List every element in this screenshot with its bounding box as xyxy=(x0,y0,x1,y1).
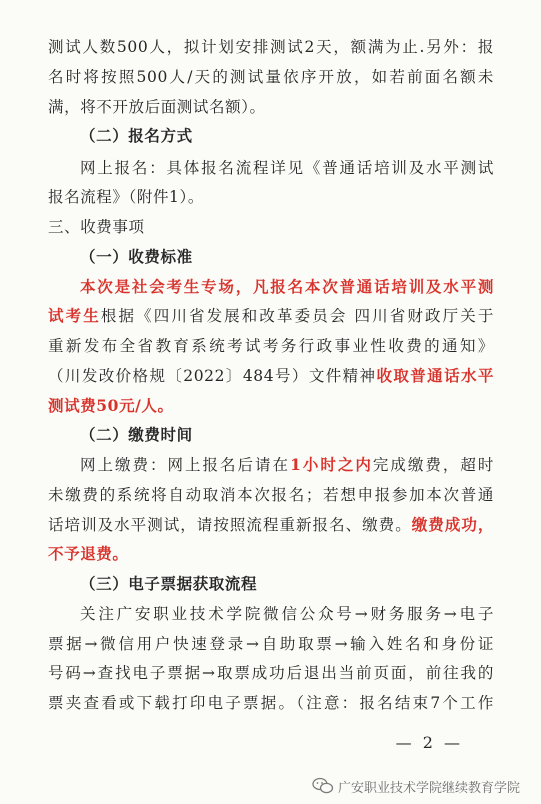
text-segment: 话培训及水平测试，请按照流程重新报名、缴费。 xyxy=(48,516,412,534)
text-segment: 网上报名：具体报名流程详见《普通话培训及水平测试 xyxy=(80,159,494,177)
text-line xyxy=(80,155,494,181)
text-segment: 三、收费事项 xyxy=(48,218,145,236)
text-segment: （三）电子票据获取流程 xyxy=(80,574,258,593)
text-segment: 票夹查看或下载打印电子票据。（注意：报名结束7个工作 xyxy=(48,694,494,712)
text-line xyxy=(48,64,494,90)
text-segment: 测试人数500人，拟计划安排测试2天，额满为止.另外：报 xyxy=(48,38,494,56)
text-segment: 不予退费。 xyxy=(48,544,129,563)
text-line xyxy=(48,541,494,567)
text-segment: 网上缴费：网上报名后请在 xyxy=(80,456,291,474)
text-line xyxy=(80,422,494,448)
text-line xyxy=(48,333,494,359)
text-segment: 重新发布全省教育系统考试考务行政事业性收费的通知》 xyxy=(48,337,494,355)
text-segment: （二）报名方式 xyxy=(80,126,193,145)
text-line xyxy=(48,660,494,686)
text-line xyxy=(48,214,494,240)
text-line xyxy=(80,274,494,300)
text-segment: 未缴费的系统将自动取消本次报名；若想申报参加本次普通 xyxy=(48,486,494,504)
text-segment: 本次是社会考生专场，凡报名本次普通话培训及水平测 xyxy=(80,277,494,296)
text-segment: （一）收费标准 xyxy=(80,247,193,266)
text-segment: 报名流程》（附件1）。 xyxy=(48,188,204,206)
text-segment: 试考生 xyxy=(48,306,101,325)
text-line xyxy=(48,184,494,210)
text-line xyxy=(80,244,494,270)
text-segment: 1小时之内 xyxy=(290,455,373,474)
watermark xyxy=(312,774,536,798)
text-segment: 关注广安职业技术学院微信公众号→财务服务→电子 xyxy=(80,605,494,623)
wechat-icon xyxy=(312,777,334,795)
text-segment: 票据→微信用户快速登录→自助取票→输入姓名和身份证 xyxy=(48,635,494,653)
watermark-text: 广安职业技术学院继续教育学院 xyxy=(338,780,521,796)
text-segment: 缴费成功， xyxy=(411,515,494,534)
text-segment: 名时将按照500人/天的测试量依序开放，如若前面名额未 xyxy=(48,68,494,86)
text-line xyxy=(48,363,494,389)
text-segment: 收取普通话水平 xyxy=(376,366,494,385)
text-line xyxy=(48,631,494,657)
text-segment: 号码→查找电子票据→取票成功后退出当前页面，前往我的 xyxy=(48,664,494,682)
text-line xyxy=(48,94,494,120)
page-number: — 2 — xyxy=(395,733,463,752)
text-segment: （二）缴费时间 xyxy=(80,425,193,444)
text-line xyxy=(48,34,494,60)
text-segment: 满，将不开放后面测试名额）。 xyxy=(48,98,266,116)
text-segment: 测试费50元/人。 xyxy=(48,396,174,415)
text-line xyxy=(48,690,494,716)
text-segment: 根据《四川省发展和改革委员会 四川省财政厅关于 xyxy=(100,307,494,325)
text-segment: 完成缴费，超时 xyxy=(372,456,495,474)
text-line xyxy=(80,601,494,627)
text-line xyxy=(80,123,494,149)
text-line xyxy=(80,452,494,478)
text-line xyxy=(48,512,494,538)
text-segment: （川发改价格规〔2022〕484号）文件精神 xyxy=(48,367,377,385)
text-line xyxy=(48,393,494,419)
text-line xyxy=(80,571,494,597)
text-line xyxy=(48,303,494,329)
text-line xyxy=(48,482,494,508)
